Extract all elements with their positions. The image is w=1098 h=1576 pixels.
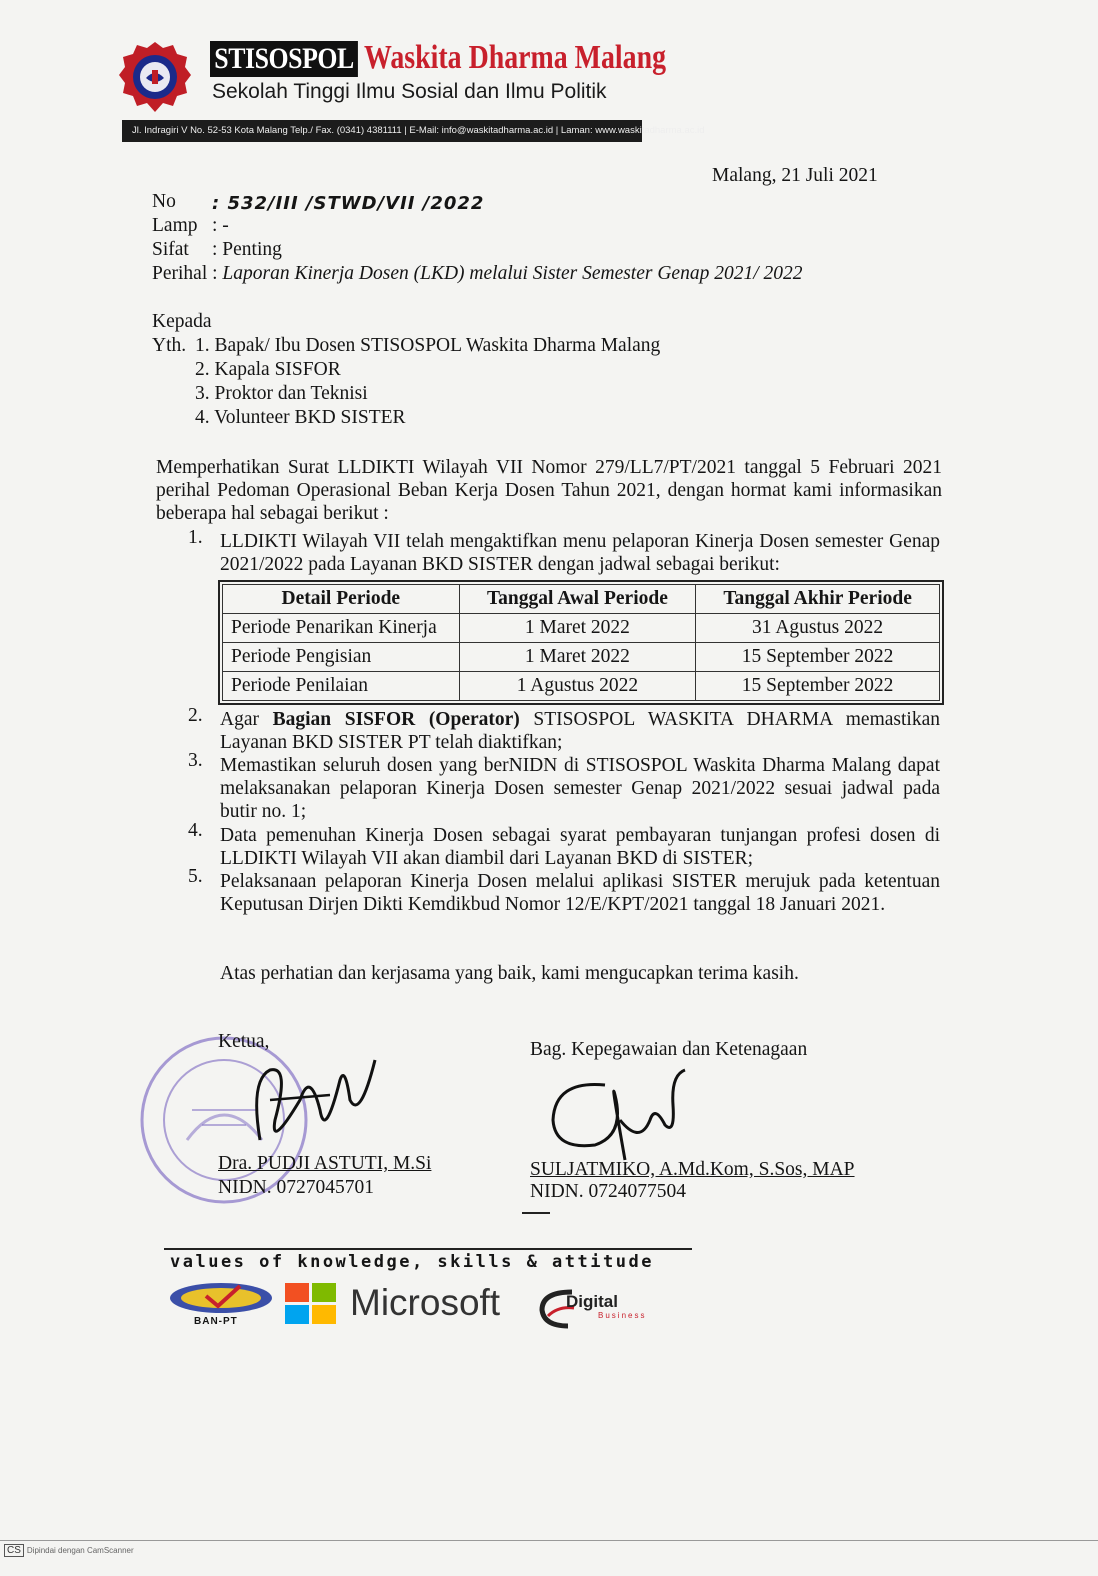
item-1-text: LLDIKTI Wilayah VII telah mengaktifkan menu pelaporan Kinerja Dosen semester Genap 2021/2022 pada Layanan BKD SISTER dengan jadwal sebagai berikut: (220, 531, 940, 575)
scanner-badge: CS (4, 1544, 24, 1557)
lamp-value: : - (212, 215, 229, 236)
table-row (223, 672, 940, 701)
microsoft-logo-icon (285, 1283, 337, 1325)
intro-paragraph: Memperhatikan Surat LLDIKTI Wilayah VII Nomor 279/LL7/PT/2021 tanggal 5 Februari 2021 perihal Pedoman Operasional Beban Kerja Dosen Tahun 2021, dengan hormat kami informasikan beberapa hal sebagai berikut : (156, 457, 942, 524)
item-2-bold: Bagian SISFOR (Operator) (272, 709, 520, 730)
right-signer-name: SULJATMIKO, A.Md.Kom, S.Sos, MAP (530, 1159, 855, 1180)
institution-logo (118, 40, 192, 114)
item-3-number: 3. (188, 750, 203, 771)
table-cell: 1 Maret 2022 (459, 643, 696, 672)
institution-name: Waskita Dharma Malang (364, 39, 667, 76)
recipient-4: 4. Volunteer BKD SISTER (195, 407, 406, 428)
yth-label: Yth. (152, 335, 187, 356)
ban-pt-label: BAN-PT (194, 1316, 238, 1327)
item-2-rest: STISOSPOL WASKITA DHARMA memastikan Layanan BKD SISTER PT telah diaktifkan; (220, 709, 940, 753)
left-signer-nidn: NIDN. 0727045701 (218, 1177, 374, 1198)
closing-sentence: Atas perhatian dan kerjasama yang baik, kami mengucapkan terima kasih. (220, 963, 799, 984)
table-row (223, 643, 940, 672)
left-signer-title: Ketua, (218, 1031, 270, 1052)
institution-abbr: STISOSPOL (210, 41, 358, 77)
table-cell: Periode Penarikan Kinerja (223, 614, 460, 643)
item-4-text: Data pemenuhan Kinerja Dosen sebagai syarat pembayaran tunjangan profesi dosen di LLDIKTI Wilayah VII akan diambil dari Layanan BKD di SISTER; (220, 825, 940, 869)
table-cell: Periode Penilaian (223, 672, 460, 701)
table-cell: Periode Pengisian (223, 643, 460, 672)
table-cell: 15 September 2022 (696, 672, 940, 701)
item-2-number: 2. (188, 705, 203, 726)
microsoft-wordmark: Microsoft (350, 1282, 501, 1323)
left-signature (230, 1040, 390, 1160)
sifat-value: : Penting (212, 239, 282, 260)
right-signature (545, 1065, 695, 1165)
item-2-text (220, 708, 940, 754)
letterhead-title (210, 40, 733, 77)
recipient-3: 3. Proktor dan Teknisi (195, 383, 368, 404)
perihal-value: Laporan Kinerja Dosen (LKD) melalui Sister Semester Genap 2021/ 2022 (222, 263, 803, 284)
perihal-label: Perihal (152, 263, 208, 284)
page-bottom-edge (0, 1540, 1098, 1541)
right-signer-title: Bag. Kepegawaian dan Ketenagaan (530, 1039, 808, 1060)
item-5-text: Pelaksanaan pelaporan Kinerja Dosen melalui aplikasi SISTER merujuk pada ketentuan Keputusan Dirjen Dikti Kemdikbud Nomor 12/E/KPT/2021 tanggal 18 Januari 2021. (220, 871, 940, 915)
scanner-watermark (4, 1544, 134, 1557)
table-row (223, 614, 940, 643)
kepada-label: Kepada (152, 311, 212, 332)
no-value: : 532/III /STWD/VII /2022 (212, 193, 485, 214)
digital-subtitle: Business (598, 1311, 647, 1320)
table-cell: 31 Agustus 2022 (696, 614, 940, 643)
contact-bar: Jl. Indragiri V No. 52-53 Kota Malang Telp./ Fax. (0341) 4381111 | E-Mail: info@waskitadharma.ac.id | Laman: www.waskitadharma.ac.id (122, 120, 642, 142)
perihal-row: Perihal : Laporan Kinerja Dosen (LKD) melalui Sister Semester Genap 2021/ 2022 (152, 263, 803, 284)
scanner-text: Dipindai dengan CamScanner (26, 1546, 134, 1555)
schedule-table (218, 580, 944, 705)
right-signer-nidn: NIDN. 0724077504 (530, 1181, 686, 1202)
no-label: No (152, 191, 176, 212)
table-header: Detail Periode (223, 585, 460, 614)
table-cell: 1 Agustus 2022 (459, 672, 696, 701)
item-1-number: 1. (188, 527, 203, 548)
signature-mark (522, 1212, 550, 1214)
letter-date: Malang, 21 Juli 2021 (712, 165, 878, 186)
institution-subtitle: Sekolah Tinggi Ilmu Sosial dan Ilmu Politik (212, 80, 607, 103)
item-3-text: Memastikan seluruh dosen yang berNIDN di STISOSPOL Waskita Dharma Malang dapat melaksanakan pelaporan Kinerja Dosen semester Genap 2021/2022 sesuai jadwal pada butir no. 1; (220, 755, 940, 822)
table-header: Tanggal Awal Periode (459, 585, 696, 614)
lamp-label: Lamp (152, 215, 198, 236)
recipient-2: 2. Kapala SISFOR (195, 359, 341, 380)
table-cell: 1 Maret 2022 (459, 614, 696, 643)
footer-divider (164, 1248, 692, 1250)
footer-tagline: values of knowledge, skills & attitude (170, 1252, 654, 1272)
ban-pt-logo (168, 1280, 274, 1316)
table-header: Tanggal Akhir Periode (696, 585, 940, 614)
item-2-prefix: Agar (220, 709, 273, 730)
item-5-number: 5. (188, 866, 203, 887)
recipient-1: 1. Bapak/ Ibu Dosen STISOSPOL Waskita Dharma Malang (195, 335, 661, 356)
table-header-row (223, 585, 940, 614)
digital-wordmark: Digital (566, 1292, 618, 1311)
table-cell: 15 September 2022 (696, 643, 940, 672)
sifat-label: Sifat (152, 239, 189, 260)
left-signer-name: Dra. PUDJI ASTUTI, M.Si (218, 1153, 432, 1174)
item-4-number: 4. (188, 820, 203, 841)
